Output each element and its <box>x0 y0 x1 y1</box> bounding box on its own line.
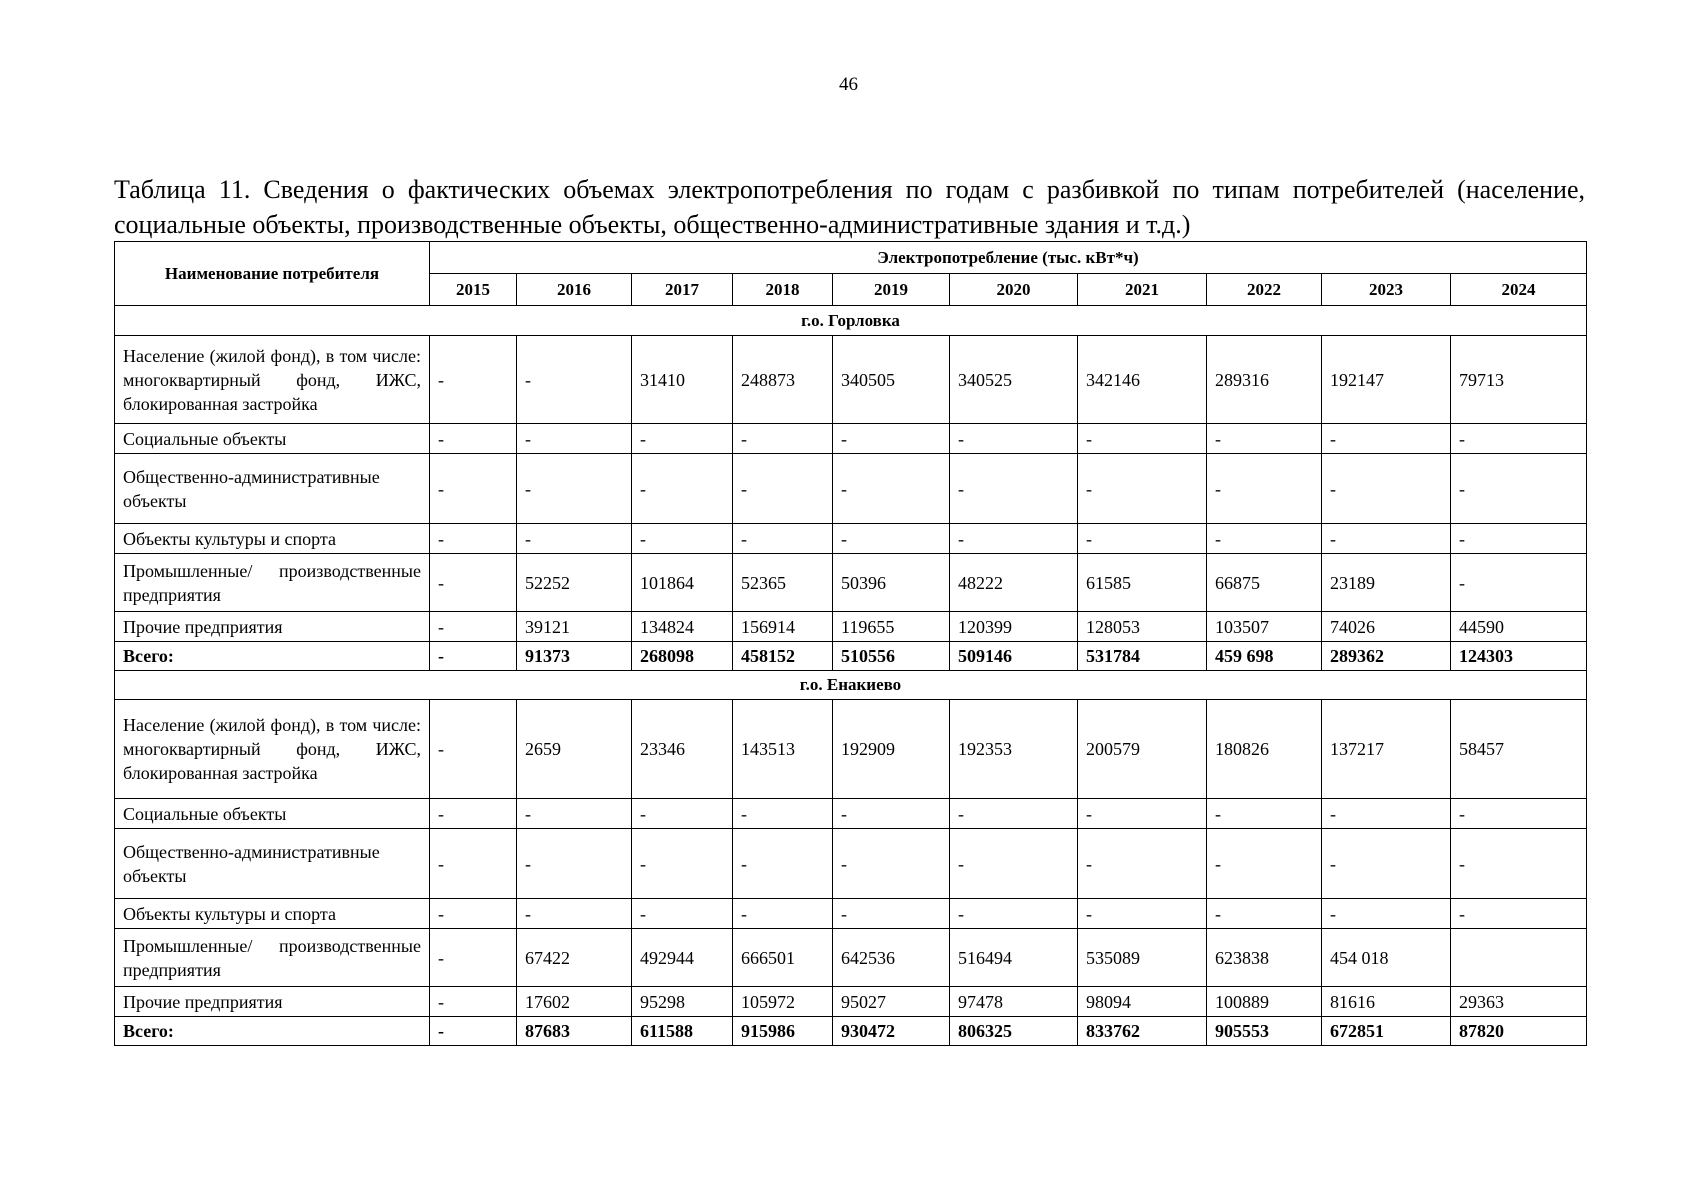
value-cell: 535089 <box>1078 929 1207 987</box>
value-cell: 120399 <box>950 612 1078 642</box>
value-cell: - <box>833 829 950 899</box>
total-value-cell: - <box>430 642 517 671</box>
total-value-cell: 531784 <box>1078 642 1207 671</box>
value-cell: 52365 <box>733 554 833 612</box>
value-cell: 101864 <box>632 554 733 612</box>
value-cell: 119655 <box>833 612 950 642</box>
value-cell: - <box>950 424 1078 454</box>
total-value-cell: 509146 <box>950 642 1078 671</box>
value-cell: 2659 <box>517 700 632 799</box>
value-cell: 134824 <box>632 612 733 642</box>
value-cell: 105972 <box>733 987 833 1017</box>
value-cell: 289316 <box>1207 336 1322 424</box>
consumer-name-cell: Социальные объекты <box>115 799 430 829</box>
total-value-cell: - <box>430 1017 517 1046</box>
consumer-name-cell: Население (жилой фонд), в том числе: многоквартирный фонд, ИЖС, блокированная застройка <box>115 700 430 799</box>
value-cell: 156914 <box>733 612 833 642</box>
total-value-cell: 289362 <box>1322 642 1451 671</box>
total-value-cell: 833762 <box>1078 1017 1207 1046</box>
value-cell: - <box>517 899 632 929</box>
value-cell: - <box>833 524 950 554</box>
value-cell: - <box>1451 799 1587 829</box>
consumer-name-cell: Прочие предприятия <box>115 612 430 642</box>
header-year: 2015 <box>430 274 517 306</box>
value-cell: 61585 <box>1078 554 1207 612</box>
value-cell: 128053 <box>1078 612 1207 642</box>
value-cell: - <box>950 799 1078 829</box>
total-row <box>115 642 1587 671</box>
table-row <box>115 700 1587 799</box>
value-cell: 23346 <box>632 700 733 799</box>
header-year: 2023 <box>1322 274 1451 306</box>
value-cell: - <box>430 524 517 554</box>
value-cell: 98094 <box>1078 987 1207 1017</box>
value-cell: - <box>950 524 1078 554</box>
value-cell: 103507 <box>1207 612 1322 642</box>
value-cell: 623838 <box>1207 929 1322 987</box>
value-cell: - <box>1207 424 1322 454</box>
value-cell: - <box>1322 524 1451 554</box>
value-cell: - <box>430 929 517 987</box>
total-value-cell: 611588 <box>632 1017 733 1046</box>
value-cell: - <box>517 424 632 454</box>
table-row <box>115 424 1587 454</box>
table-row <box>115 899 1587 929</box>
value-cell: - <box>733 799 833 829</box>
value-cell: - <box>733 829 833 899</box>
section-title: г.о. Енакиево <box>115 671 1587 700</box>
value-cell: - <box>632 829 733 899</box>
value-cell: 454 018 <box>1322 929 1451 987</box>
value-cell: 137217 <box>1322 700 1451 799</box>
consumer-name-cell: Общественно-административные объекты <box>115 454 430 524</box>
value-cell: - <box>632 454 733 524</box>
value-cell: - <box>517 336 632 424</box>
value-cell: 97478 <box>950 987 1078 1017</box>
header-year: 2017 <box>632 274 733 306</box>
value-cell: - <box>1207 799 1322 829</box>
value-cell: - <box>632 424 733 454</box>
value-cell: - <box>430 700 517 799</box>
value-cell: 340525 <box>950 336 1078 424</box>
value-cell: 29363 <box>1451 987 1587 1017</box>
value-cell: - <box>430 899 517 929</box>
value-cell: 248873 <box>733 336 833 424</box>
value-cell: 67422 <box>517 929 632 987</box>
total-value-cell: 124303 <box>1451 642 1587 671</box>
section-title: г.о. Горловка <box>115 306 1587 336</box>
value-cell: 23189 <box>1322 554 1451 612</box>
value-cell: 340505 <box>833 336 950 424</box>
header-year: 2020 <box>950 274 1078 306</box>
value-cell: 52252 <box>517 554 632 612</box>
total-value-cell: 458152 <box>733 642 833 671</box>
header-consumer-name: Наименование потребителя <box>115 242 430 306</box>
value-cell: - <box>430 987 517 1017</box>
page-number: 46 <box>839 74 858 95</box>
value-cell: 192909 <box>833 700 950 799</box>
value-cell: - <box>1451 454 1587 524</box>
value-cell: - <box>733 524 833 554</box>
value-cell: - <box>833 899 950 929</box>
value-cell: - <box>430 612 517 642</box>
value-cell: 492944 <box>632 929 733 987</box>
value-cell: - <box>950 454 1078 524</box>
value-cell: - <box>1207 899 1322 929</box>
header-year: 2024 <box>1451 274 1587 306</box>
table-row <box>115 336 1587 424</box>
value-cell: - <box>430 424 517 454</box>
total-value-cell: 905553 <box>1207 1017 1322 1046</box>
value-cell: - <box>733 454 833 524</box>
value-cell: 180826 <box>1207 700 1322 799</box>
total-value-cell: 459 698 <box>1207 642 1322 671</box>
value-cell: - <box>950 829 1078 899</box>
total-value-cell: 915986 <box>733 1017 833 1046</box>
total-value-cell: 87820 <box>1451 1017 1587 1046</box>
total-row <box>115 1017 1587 1046</box>
value-cell: 95027 <box>833 987 950 1017</box>
consumer-name-cell: Объекты культуры и спорта <box>115 524 430 554</box>
consumption-table <box>114 241 1587 1046</box>
value-cell: 17602 <box>517 987 632 1017</box>
value-cell: 66875 <box>1207 554 1322 612</box>
consumer-name-cell: Прочие предприятия <box>115 987 430 1017</box>
value-cell: - <box>1078 829 1207 899</box>
total-value-cell: 672851 <box>1322 1017 1451 1046</box>
value-cell: - <box>1322 799 1451 829</box>
value-cell: 666501 <box>733 929 833 987</box>
value-cell: 58457 <box>1451 700 1587 799</box>
value-cell: - <box>1078 899 1207 929</box>
value-cell: - <box>1451 829 1587 899</box>
value-cell: 516494 <box>950 929 1078 987</box>
value-cell: - <box>517 524 632 554</box>
value-cell: - <box>430 799 517 829</box>
value-cell: - <box>632 524 733 554</box>
value-cell: - <box>833 454 950 524</box>
value-cell: - <box>1451 554 1587 612</box>
value-cell: 74026 <box>1322 612 1451 642</box>
total-value-cell: 268098 <box>632 642 733 671</box>
total-value-cell: 87683 <box>517 1017 632 1046</box>
value-cell: - <box>950 899 1078 929</box>
table-row <box>115 929 1587 987</box>
total-value-cell: 930472 <box>833 1017 950 1046</box>
table-row <box>115 987 1587 1017</box>
value-cell: 100889 <box>1207 987 1322 1017</box>
table-row <box>115 454 1587 524</box>
value-cell: - <box>1078 799 1207 829</box>
value-cell: 342146 <box>1078 336 1207 424</box>
value-cell: - <box>733 424 833 454</box>
total-value-cell: 91373 <box>517 642 632 671</box>
value-cell: 642536 <box>833 929 950 987</box>
value-cell: 48222 <box>950 554 1078 612</box>
value-cell: 95298 <box>632 987 733 1017</box>
total-label: Всего: <box>115 642 430 671</box>
value-cell: - <box>632 799 733 829</box>
value-cell: 200579 <box>1078 700 1207 799</box>
header-year: 2018 <box>733 274 833 306</box>
value-cell: - <box>517 799 632 829</box>
table-row <box>115 829 1587 899</box>
table-caption: Таблица 11. Сведения о фактических объемах электропотребления по годам с разбивкой по типам потребителей (население, социальные объекты, производственные объекты, общественно-административные здания и т.д.) <box>114 175 1585 239</box>
value-cell: - <box>1322 829 1451 899</box>
value-cell: - <box>430 454 517 524</box>
value-cell: 143513 <box>733 700 833 799</box>
consumer-name-cell: Промышленные/ производственные предприятия <box>115 929 430 987</box>
value-cell: - <box>1078 524 1207 554</box>
value-cell: - <box>1322 424 1451 454</box>
value-cell <box>1451 929 1587 987</box>
value-cell: 39121 <box>517 612 632 642</box>
header-year: 2016 <box>517 274 632 306</box>
table-row <box>115 612 1587 642</box>
value-cell: - <box>430 336 517 424</box>
table-row <box>115 524 1587 554</box>
table-row <box>115 799 1587 829</box>
value-cell: - <box>833 799 950 829</box>
value-cell: - <box>430 554 517 612</box>
value-cell: 81616 <box>1322 987 1451 1017</box>
total-label: Всего: <box>115 1017 430 1046</box>
consumer-name-cell: Общественно-административные объекты <box>115 829 430 899</box>
value-cell: - <box>430 829 517 899</box>
header-consumption-group: Электропотребление (тыс. кВт*ч) <box>430 242 1587 274</box>
value-cell: - <box>733 899 833 929</box>
header-year: 2021 <box>1078 274 1207 306</box>
value-cell: - <box>1451 899 1587 929</box>
consumer-name-cell: Объекты культуры и спорта <box>115 899 430 929</box>
value-cell: 50396 <box>833 554 950 612</box>
value-cell: 31410 <box>632 336 733 424</box>
value-cell: 44590 <box>1451 612 1587 642</box>
value-cell: 192147 <box>1322 336 1451 424</box>
value-cell: - <box>517 454 632 524</box>
consumer-name-cell: Промышленные/ производственные предприятия <box>115 554 430 612</box>
value-cell: - <box>1078 454 1207 524</box>
table-body <box>115 306 1587 1046</box>
header-year: 2022 <box>1207 274 1322 306</box>
consumer-name-cell: Население (жилой фонд), в том числе: многоквартирный фонд, ИЖС, блокированная застройка <box>115 336 430 424</box>
total-value-cell: 510556 <box>833 642 950 671</box>
value-cell: 192353 <box>950 700 1078 799</box>
value-cell: - <box>1451 524 1587 554</box>
total-value-cell: 806325 <box>950 1017 1078 1046</box>
value-cell: - <box>1207 829 1322 899</box>
value-cell: - <box>1322 454 1451 524</box>
consumer-name-cell: Социальные объекты <box>115 424 430 454</box>
value-cell: 79713 <box>1451 336 1587 424</box>
value-cell: - <box>517 829 632 899</box>
value-cell: - <box>1322 899 1451 929</box>
value-cell: - <box>1451 424 1587 454</box>
value-cell: - <box>1207 454 1322 524</box>
value-cell: - <box>632 899 733 929</box>
header-year: 2019 <box>833 274 950 306</box>
table-row <box>115 554 1587 612</box>
value-cell: - <box>1078 424 1207 454</box>
value-cell: - <box>833 424 950 454</box>
value-cell: - <box>1207 524 1322 554</box>
